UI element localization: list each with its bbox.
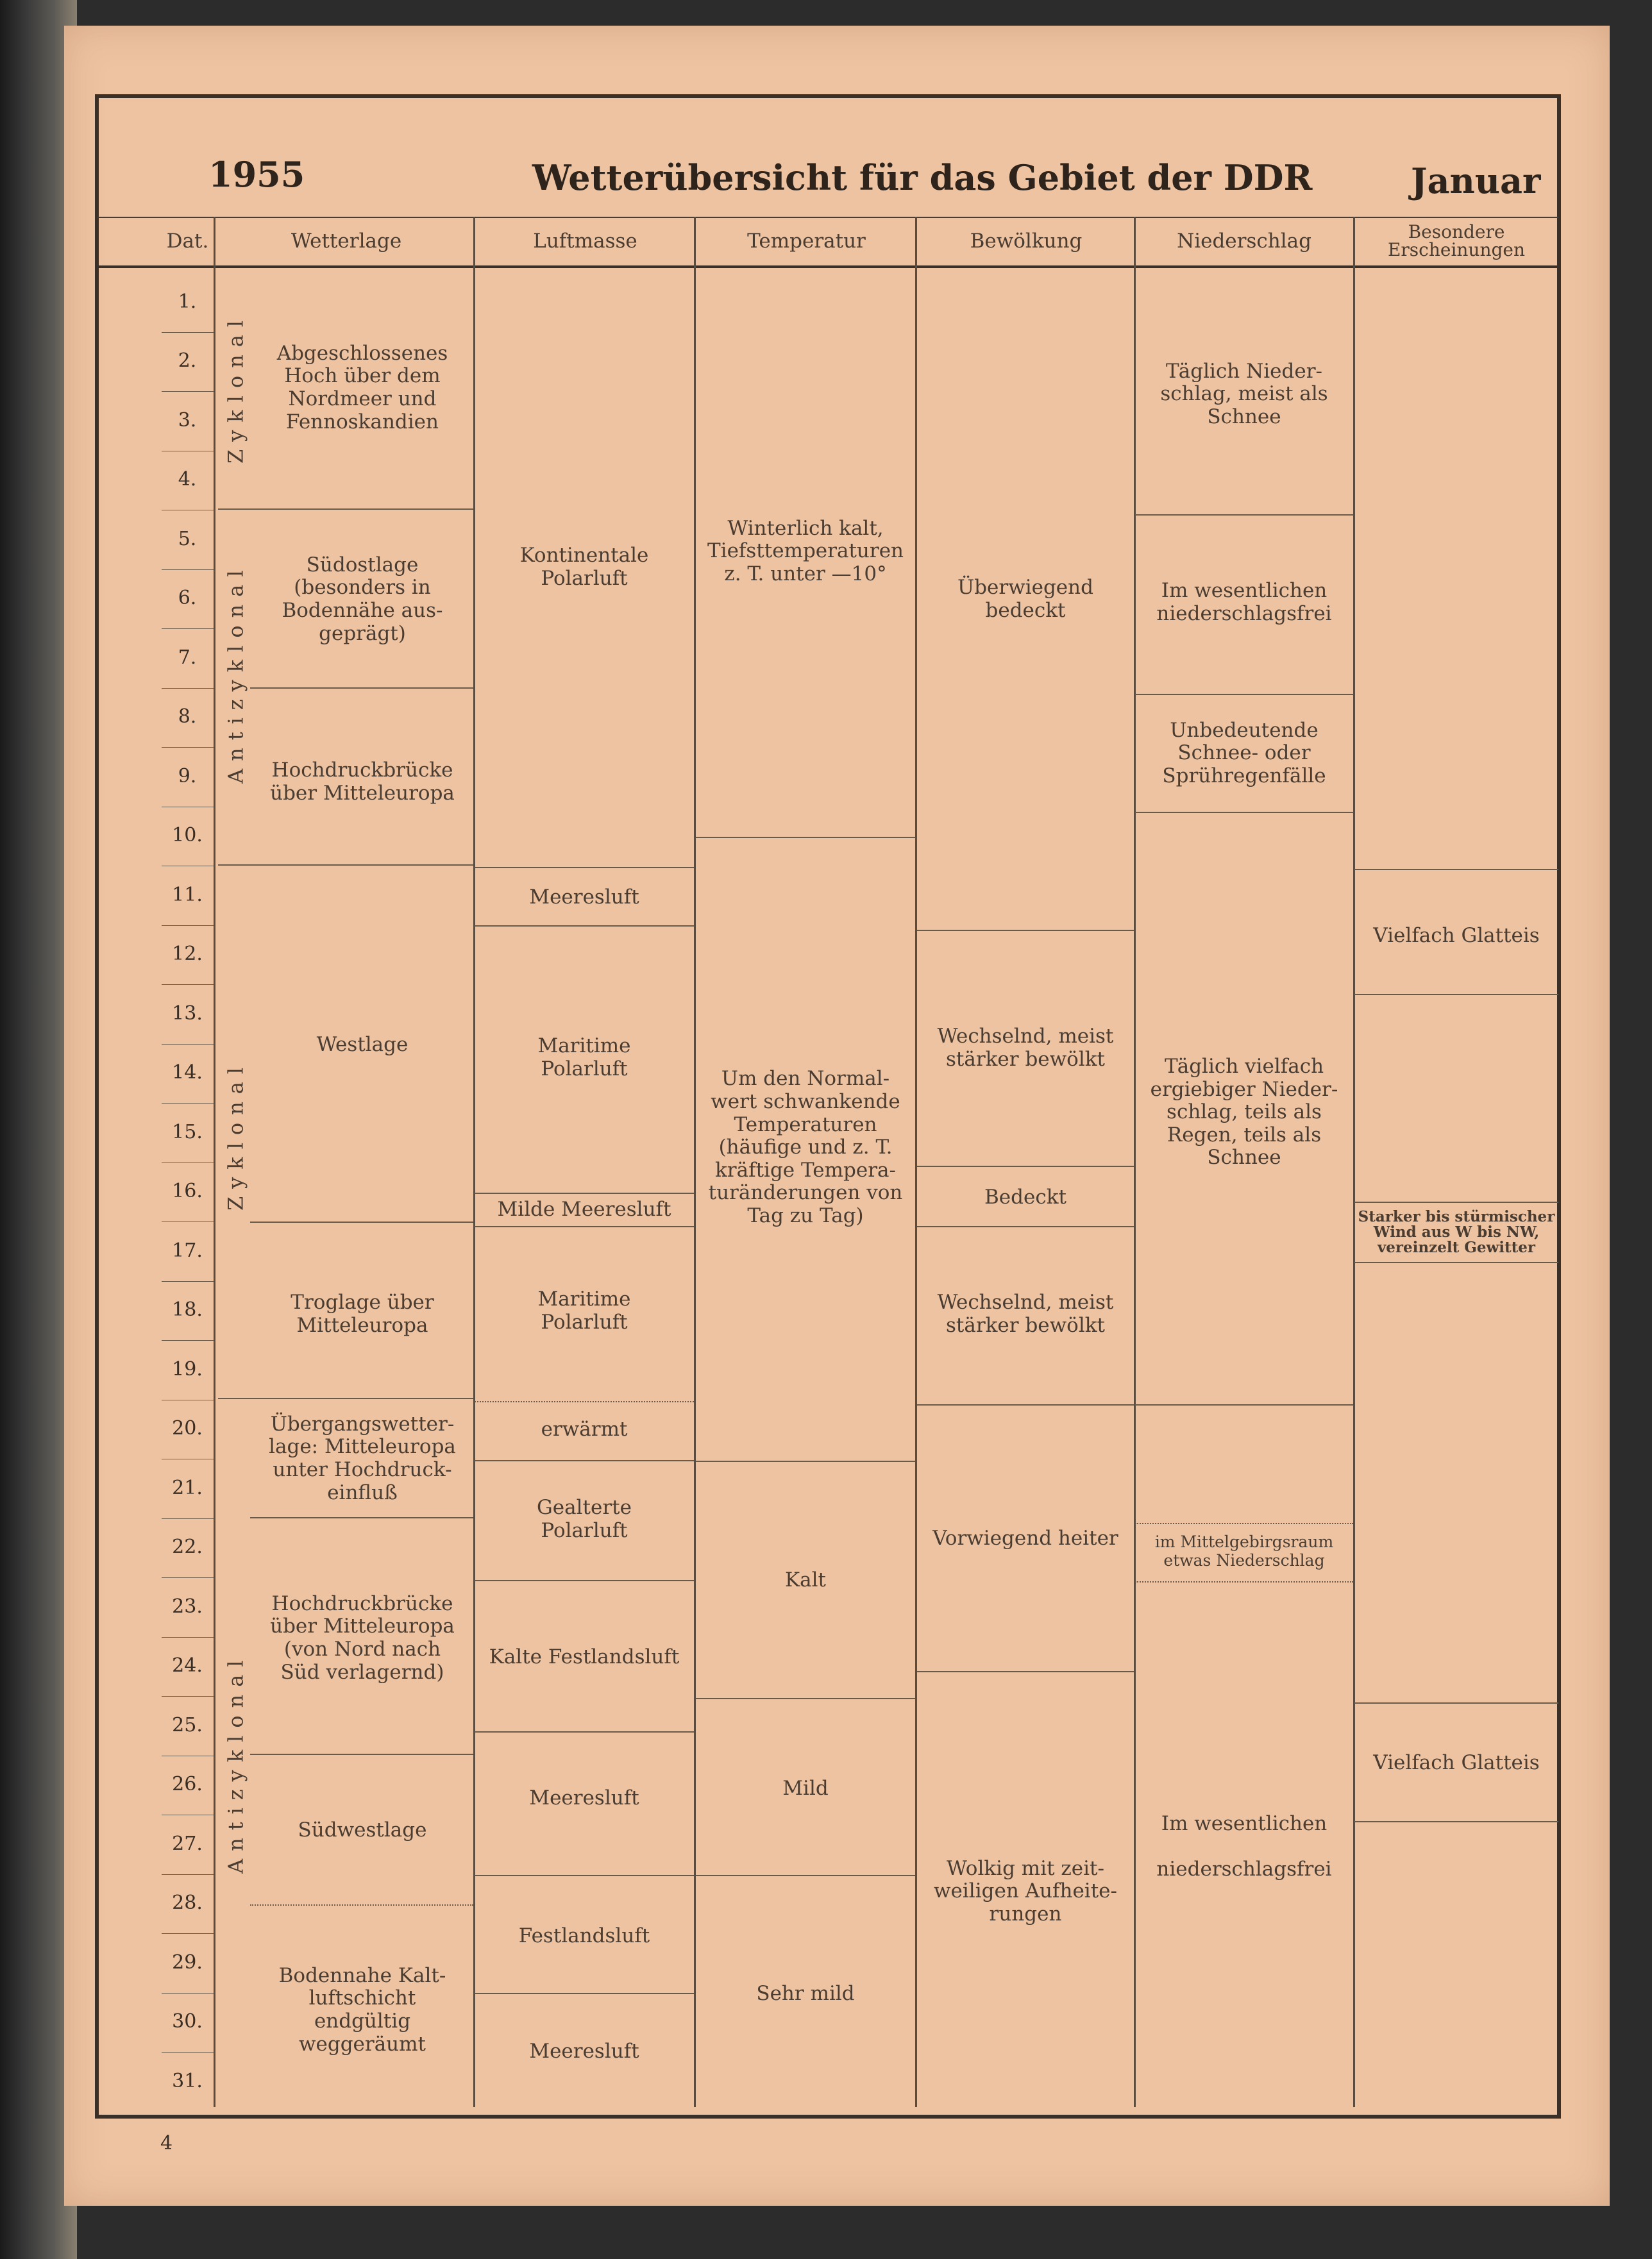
row-divider (696, 1461, 915, 1462)
luftmasse-cell: Kontinentale Polarluft (519, 544, 649, 590)
day-divider (162, 1933, 214, 1934)
wetterlage-cell: Bodennahe Kalt- luftschicht endgültig weggeräumt (278, 1963, 446, 2056)
regime-label: Zyklonal (223, 1059, 248, 1211)
day-number: 4. (178, 468, 197, 491)
day-number: 28. (172, 1892, 203, 1914)
day-number: 7. (178, 646, 197, 669)
row-divider (475, 1460, 694, 1461)
day-divider (162, 1696, 214, 1697)
row-divider (1354, 1821, 1558, 1822)
niederschlag-cell: Im wesentlichen niederschlagsfrei (1156, 579, 1332, 625)
luftmasse-cell: Meeresluft (529, 886, 639, 909)
day-divider (162, 628, 214, 629)
day-number: 29. (172, 1951, 203, 1974)
day-number: 23. (172, 1595, 203, 1618)
row-divider (1135, 694, 1353, 695)
day-divider (162, 1103, 214, 1104)
day-divider (162, 1874, 214, 1875)
row-divider (218, 1398, 473, 1399)
bewoelkung-cell: Vorwiegend heiter (932, 1527, 1118, 1550)
row-divider (475, 1993, 694, 1994)
luftmasse-cell: erwärmt (541, 1418, 628, 1441)
wetterlage-cell: Hochdruckbrücke über Mitteleuropa (von Nord nach Süd verlagernd) (270, 1591, 455, 1684)
bewoelkung-cell: Bedeckt (984, 1186, 1066, 1209)
luftmasse-cell: Maritime Polarluft (537, 1034, 631, 1080)
day-number: 2. (178, 349, 197, 372)
niederschlag-cell: Unbedeutende Schnee- oder Sprühregenfälle (1162, 718, 1326, 787)
row-divider (1135, 1404, 1353, 1406)
month-label: Januar (1411, 160, 1541, 201)
row-divider (917, 1226, 1134, 1227)
day-divider (162, 688, 214, 689)
day-divider (162, 1637, 214, 1638)
temperatur-cell: Um den Normal- wert schwankende Temperaturen (häufige und z. T. kräftige Tempera- turänderungen von Tag zu Tag) (708, 1067, 903, 1228)
day-number: 30. (172, 2010, 203, 2033)
day-divider (162, 925, 214, 926)
day-number: 18. (172, 1298, 203, 1321)
niederschlag-cell: Im wesentlichen niederschlagsfrei (1156, 1811, 1332, 1881)
day-divider (162, 1281, 214, 1282)
row-divider (475, 1875, 694, 1876)
bewoelkung-cell: Überwiegend bedeckt (957, 576, 1093, 622)
row-divider (250, 1517, 473, 1518)
row-divider (250, 1904, 473, 1906)
day-number: 17. (172, 1239, 203, 1262)
day-number: 25. (172, 1713, 203, 1736)
col-header-wetterlage: Wetterlage (291, 229, 402, 253)
day-number: 15. (172, 1120, 203, 1143)
day-divider (162, 747, 214, 748)
day-divider (162, 332, 214, 333)
luftmasse-cell: Maritime Polarluft (537, 1288, 631, 1334)
niederschlag-cell: Täglich Nieder- schlag, meist als Schnee (1160, 359, 1328, 428)
row-divider (475, 1731, 694, 1733)
col-divider (915, 217, 917, 2107)
regime-label: Antizyklonal (223, 562, 248, 784)
row-divider (475, 1226, 694, 1227)
row-divider (475, 1580, 694, 1581)
day-number: 24. (172, 1654, 203, 1677)
besondere-cell: Vielfach Glatteis (1373, 1751, 1540, 1775)
day-number: 9. (178, 764, 197, 787)
col-header-besondere: Besondere Erscheinungen (1387, 221, 1526, 260)
row-divider (218, 508, 473, 510)
niederschlag-cell: Täglich vielfach ergiebiger Nieder- schlag, teils als Regen, teils als Schnee (1150, 1054, 1338, 1170)
col-header-dat: Dat. (166, 229, 209, 253)
day-number: 12. (172, 943, 203, 965)
col-header-luftmasse: Luftmasse (533, 229, 637, 253)
niederschlag-cell: im Mittelgebirgsraum etwas Niederschlag (1154, 1533, 1334, 1570)
row-divider (696, 837, 915, 838)
wetterlage-cell: Troglage über Mitteleuropa (291, 1291, 434, 1337)
col-header-temperatur: Temperatur (747, 229, 866, 253)
wetterlage-cell: Südwestlage (298, 1818, 427, 1842)
row-divider (1354, 869, 1558, 870)
day-divider (162, 569, 214, 570)
row-divider (1135, 812, 1353, 813)
row-divider (1354, 1702, 1558, 1704)
temperatur-cell: Sehr mild (756, 1982, 855, 2006)
col-divider (1353, 217, 1355, 2107)
page-number: 4 (160, 2132, 173, 2154)
row-divider (1354, 1262, 1558, 1263)
wetterlage-cell: Übergangswetter- lage: Mitteleuropa unter Hochdruck- einfluß (269, 1412, 456, 1504)
row-divider (475, 867, 694, 868)
luftmasse-cell: Gealterte Polarluft (537, 1496, 632, 1542)
row-divider (218, 864, 473, 866)
row-divider (917, 1166, 1134, 1167)
row-divider (1135, 1581, 1353, 1583)
year-label: 1955 (208, 154, 305, 195)
row-divider (1135, 514, 1353, 516)
day-divider (162, 1577, 214, 1578)
row-divider (696, 1698, 915, 1699)
day-number: 20. (172, 1417, 203, 1440)
luftmasse-cell: Meeresluft (529, 1786, 639, 1810)
day-divider (162, 984, 214, 985)
day-divider (162, 1518, 214, 1519)
day-divider (162, 1993, 214, 1994)
besondere-cell: Vielfach Glatteis (1373, 924, 1540, 948)
row-divider (696, 1875, 915, 1876)
col-divider (214, 217, 215, 2107)
row-divider (917, 1671, 1134, 1672)
row-divider (250, 1754, 473, 1755)
day-divider (162, 2052, 214, 2053)
row-divider (1354, 1202, 1558, 1203)
row-divider (1354, 994, 1558, 995)
wetterlage-cell: Abgeschlossenes Hoch über dem Nordmeer und Fennoskandien (276, 341, 448, 433)
row-divider (1135, 1523, 1353, 1524)
page-title: Wetterübersicht für das Gebiet der DDR (532, 157, 1313, 198)
day-number: 6. (178, 587, 197, 609)
row-divider (250, 687, 473, 689)
header-bottom-line (97, 265, 1558, 268)
row-divider (475, 1401, 694, 1402)
wetterlage-cell: Südostlage (besonders in Bodennähe aus- geprägt) (282, 553, 443, 645)
wetterlage-cell: Westlage (316, 1033, 409, 1057)
day-number: 10. (172, 824, 203, 846)
bewoelkung-cell: Wechselnd, meist stärker bewölkt (937, 1291, 1114, 1337)
day-divider (162, 391, 214, 392)
row-divider (917, 930, 1134, 931)
col-header-bewoelkung: Bewölkung (970, 229, 1083, 253)
col-header-niederschlag: Niederschlag (1177, 229, 1311, 253)
temperatur-cell: Kalt (784, 1568, 826, 1592)
luftmasse-cell: Kalte Festlandsluft (489, 1645, 680, 1669)
bewoelkung-cell: Wechselnd, meist stärker bewölkt (937, 1025, 1114, 1071)
temperatur-cell: Mild (782, 1777, 829, 1801)
day-divider (162, 1340, 214, 1341)
day-number: 11. (172, 883, 203, 906)
row-divider (475, 925, 694, 927)
day-number: 22. (172, 1536, 203, 1558)
day-number: 8. (178, 705, 197, 728)
day-number: 1. (178, 290, 197, 313)
day-divider (162, 1044, 214, 1045)
day-number: 3. (178, 408, 197, 432)
besondere-cell: Starker bis stürmischer Wind aus W bis NW, vereinzelt Gewitter (1358, 1207, 1555, 1257)
luftmasse-cell: Meeresluft (529, 2040, 639, 2063)
wetterlage-cell: Hochdruckbrücke über Mitteleuropa (270, 759, 455, 805)
day-number: 14. (172, 1061, 203, 1084)
day-number: 19. (172, 1357, 203, 1381)
day-number: 13. (172, 1002, 203, 1025)
row-divider (250, 1222, 473, 1223)
day-number: 16. (172, 1180, 203, 1202)
day-number: 5. (178, 527, 197, 550)
day-number: 31. (172, 2069, 203, 2092)
day-number: 26. (172, 1773, 203, 1795)
day-number: 27. (172, 1832, 203, 1855)
luftmasse-cell: Milde Meeresluft (497, 1198, 671, 1222)
row-divider (917, 1404, 1134, 1406)
temperatur-cell: Winterlich kalt, Tiefsttemperaturen z. T. unter —10° (707, 516, 904, 585)
regime-label: Antizyklonal (223, 1652, 248, 1874)
luftmasse-cell: Festlandsluft (518, 1924, 650, 1948)
bewoelkung-cell: Wolkig mit zeit- weiligen Aufheite- rungen (934, 1856, 1117, 1926)
day-number: 21. (172, 1476, 203, 1499)
regime-label: Zyklonal (223, 312, 248, 464)
